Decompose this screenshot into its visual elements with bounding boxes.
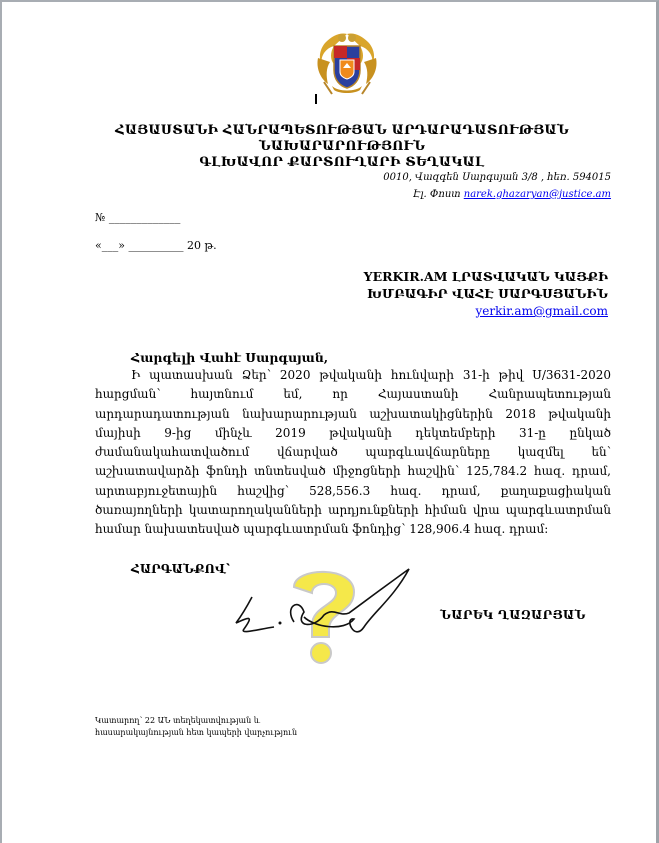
salutation: Հարգելի Վահէ Սարգսյան,: [131, 350, 329, 365]
position-title: ԳԼԽԱՎՈՐ ՔԱՐՏՈՒՂԱՐԻ ՏԵՂԱԿԱԼ: [199, 155, 485, 170]
document-date: «___» __________ 20 թ.: [95, 239, 217, 252]
letter-body: Ի պատասխան Ձեր՝ 2020 թվականի հունվարի 31-ի թիվ Ս/3631-2020 հարցման՝ հայտնում եմ, որ Հայաստանի Հանրապետության արդարադատության նախարարության աշխատակիցներին 2018 թվականի մայիսի 9-ից մինչև 2019 թվականի դեկտեմբերի 31-ը ընկած ժամանակահատվածում վճարված պարգևավճարները կազմել են՝ աշխատավարձի ֆոնդի տնտեսված միջոցների հաշվին՝ 125,784.2 հազ. դրամ, արտաբյուջետային հաշվից՝ 528,556.3 հազ. դրամ, քաղաքացիական ծառայողների կատարողականների արդյունքների հիման վրա պարգևատրման համար նախատեսված պարգևատրման ֆոնդից՝ 128,906.4 հազ. դրամ:: [95, 368, 611, 537]
document-number: № _____________: [95, 211, 181, 224]
email-label: Էլ. Փոստ: [412, 189, 461, 200]
ministry-name: ՀԱՅԱՍՏԱՆԻ ՀԱՆՐԱՊԵՏՈՒԹՅԱՆ ԱՐԴԱՐԱԴԱՏՈՒԹՅԱՆ ՆԱԽԱՐԱՐՈՒԹՅՈՒՆ: [115, 123, 569, 154]
closing: ՀԱՐԳԱՆՔՈՎ՝: [131, 562, 230, 576]
recipient-line-1: YERKIR.AM ԼՐԱՏՎԱԿԱՆ ԿԱՅՔԻ: [363, 269, 608, 284]
contact-block: [383, 169, 611, 203]
signer-name: ՆԱՐԵԿ ՂԱԶԱՐՅԱՆ: [440, 608, 586, 622]
address: 0010, Վազգեն Սարգսյան 3/8 , հեռ. 594015: [383, 172, 611, 183]
recipient-block: [364, 268, 608, 320]
email-line: [383, 186, 611, 203]
executor-note: [95, 715, 297, 739]
text-cursor: [315, 94, 317, 104]
signature-image: [224, 557, 414, 677]
sender-email-link[interactable]: narek.ghazaryan@justice.am: [463, 189, 611, 200]
recipient-email-link[interactable]: yerkir.am@gmail.com: [475, 304, 608, 318]
recipient-line-2: ԽՄԲԱԳԻՐ ՎԱՀԷ ՍԱՐԳՍՅԱՆԻՆ: [367, 286, 608, 301]
ministry-header: [62, 123, 622, 171]
executor-line-2: հասարակայնության հետ կապերի վարչություն: [95, 728, 298, 737]
coat-of-arms-icon: [312, 28, 382, 98]
executor-line-1: Կատարող՝ 22 ԱՆ տեղեկատվության և: [95, 716, 261, 725]
question-mark-icon: [294, 572, 354, 663]
